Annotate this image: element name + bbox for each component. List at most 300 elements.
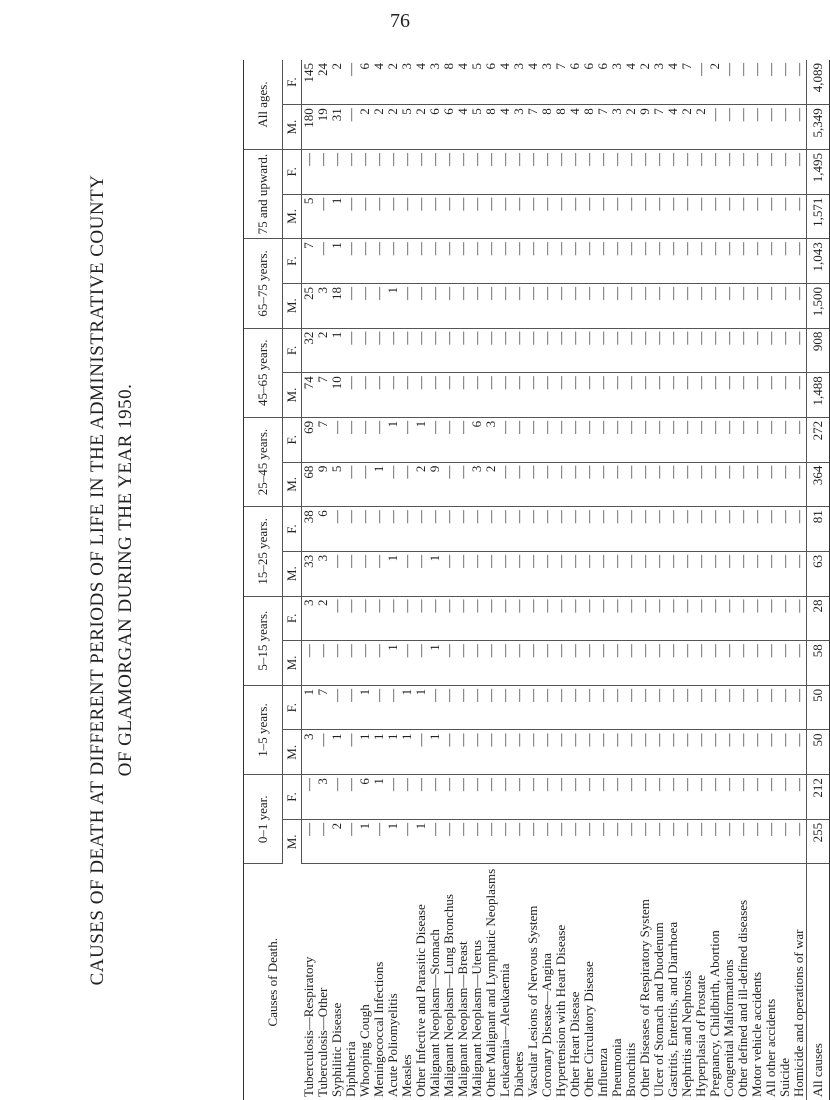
death-count-cell: — [736, 328, 750, 373]
cause-name: Acute Poliomyelitis [385, 993, 400, 1097]
death-count-cell: — [694, 149, 708, 194]
death-count-cell: 3 [316, 283, 330, 328]
table-row [344, 60, 358, 1100]
death-count-cell: — [568, 551, 582, 596]
page-number: 76 [390, 10, 410, 32]
death-count-cell: — [750, 417, 764, 462]
death-count-cell: — [554, 417, 568, 462]
death-count-cell: — [344, 194, 358, 239]
death-count-cell: 1 [372, 730, 386, 775]
death-count-cell: 2 [316, 596, 330, 641]
death-count-cell: — [568, 373, 582, 418]
death-count-cell: — [764, 373, 778, 418]
death-count-cell: — [666, 462, 680, 507]
death-count-cell: — [596, 373, 610, 418]
death-count-cell: — [694, 551, 708, 596]
death-count-cell: — [358, 194, 372, 239]
death-count-cell: — [708, 819, 722, 864]
death-count-cell: — [428, 283, 442, 328]
death-count-cell: — [442, 417, 456, 462]
death-count-cell: — [568, 239, 582, 284]
death-count-cell: 2 [330, 819, 344, 864]
death-count-cell: 2 [386, 60, 400, 105]
death-count-cell: — [778, 641, 792, 686]
death-count-cell: — [778, 462, 792, 507]
death-count-cell: — [554, 239, 568, 284]
death-count-cell: — [736, 105, 750, 150]
death-count-cell: — [582, 685, 596, 730]
death-count-cell: — [428, 149, 442, 194]
death-count-cell: — [456, 507, 470, 552]
death-count-cell: 6 [428, 105, 442, 150]
male-column-header: M. [283, 730, 302, 775]
death-count-cell: — [680, 462, 694, 507]
death-count-cell: — [568, 775, 582, 820]
death-count-cell: 7 [316, 373, 330, 418]
death-count-cell: — [526, 641, 540, 686]
death-count-cell: 6 [568, 60, 582, 105]
death-count-cell: — [638, 462, 652, 507]
table-row [540, 60, 554, 1100]
death-count-cell: — [666, 417, 680, 462]
death-count-cell: 6 [582, 60, 596, 105]
death-count-cell: — [512, 507, 526, 552]
death-count-cell: 4 [624, 60, 638, 105]
death-count-cell: 9 [316, 462, 330, 507]
death-count-cell: — [764, 239, 778, 284]
death-count-cell: — [316, 149, 330, 194]
age-group-header: 45–65 years. [244, 328, 283, 417]
death-count-cell: — [554, 462, 568, 507]
table-row [666, 60, 680, 1100]
death-count-cell: — [596, 149, 610, 194]
death-count-cell: — [722, 328, 736, 373]
death-count-cell: — [386, 507, 400, 552]
death-count-cell: — [540, 462, 554, 507]
death-count-cell: — [708, 105, 722, 150]
death-count-cell: — [484, 194, 498, 239]
death-count-cell: — [540, 507, 554, 552]
death-count-cell: — [344, 149, 358, 194]
death-count-cell: 1 [386, 641, 400, 686]
cause-name: Vascular Lesions of Nervous System [525, 905, 540, 1097]
death-count-cell: — [568, 596, 582, 641]
death-count-cell: — [498, 641, 512, 686]
death-count-cell: — [442, 596, 456, 641]
death-count-cell: — [666, 239, 680, 284]
death-count-cell: — [666, 507, 680, 552]
death-count-cell: — [526, 417, 540, 462]
death-count-cell: — [792, 239, 807, 284]
death-count-cell: 4 [372, 60, 386, 105]
death-count-cell: — [778, 775, 792, 820]
death-count-cell: 3 [428, 60, 442, 105]
death-count-cell: — [680, 283, 694, 328]
death-count-cell: 7 [554, 60, 568, 105]
death-count-cell: 1 [414, 685, 428, 730]
death-count-cell: — [330, 641, 344, 686]
death-count-cell: — [666, 819, 680, 864]
cause-name: Motor vehicle accidents [749, 972, 764, 1097]
death-count-cell: — [778, 328, 792, 373]
table-row [554, 60, 568, 1100]
death-count-cell: — [344, 239, 358, 284]
table-row [498, 60, 512, 1100]
death-count-cell: — [442, 462, 456, 507]
death-count-cell: 364 [807, 462, 830, 507]
table-row [610, 60, 624, 1100]
death-count-cell: — [610, 373, 624, 418]
death-count-cell: — [624, 596, 638, 641]
death-count-cell: — [428, 373, 442, 418]
death-count-cell: 2 [386, 105, 400, 150]
male-column-header: M. [283, 462, 302, 507]
death-count-cell: 3 [512, 60, 526, 105]
death-count-cell: 6 [442, 105, 456, 150]
death-count-cell: — [330, 685, 344, 730]
death-count-cell: — [708, 551, 722, 596]
cause-name: Other Malignant and Lymphatic Neoplasms [483, 868, 498, 1097]
death-count-cell: — [386, 194, 400, 239]
death-count-cell: 24 [316, 60, 330, 105]
death-count-cell: — [316, 730, 330, 775]
death-count-cell: — [540, 775, 554, 820]
death-count-cell: — [722, 283, 736, 328]
death-count-cell: — [512, 596, 526, 641]
death-count-cell: — [736, 775, 750, 820]
death-count-cell: — [680, 685, 694, 730]
death-count-cell: — [792, 462, 807, 507]
death-count-cell: — [596, 819, 610, 864]
death-count-cell: 1 [302, 685, 317, 730]
death-count-cell: — [722, 60, 736, 105]
death-count-cell: — [722, 194, 736, 239]
death-count-cell: — [764, 819, 778, 864]
death-count-cell: 272 [807, 417, 830, 462]
death-count-cell: — [750, 239, 764, 284]
table-row [736, 60, 750, 1100]
death-count-cell: — [484, 685, 498, 730]
death-count-cell: — [624, 775, 638, 820]
death-count-cell: 1 [358, 819, 372, 864]
death-count-cell: 8 [442, 60, 456, 105]
death-count-cell: — [554, 685, 568, 730]
death-count-cell: — [666, 775, 680, 820]
death-count-cell: — [470, 641, 484, 686]
death-count-cell: — [722, 462, 736, 507]
death-count-cell: — [638, 328, 652, 373]
death-count-cell: — [792, 507, 807, 552]
death-count-cell: — [470, 819, 484, 864]
death-count-cell: — [302, 819, 317, 864]
death-count-cell: — [442, 551, 456, 596]
death-count-cell: — [750, 685, 764, 730]
table-row [470, 60, 484, 1100]
death-count-cell: — [652, 239, 666, 284]
table-row [722, 60, 736, 1100]
death-count-cell: — [582, 417, 596, 462]
table-row [316, 60, 330, 1100]
death-count-cell: — [736, 194, 750, 239]
age-group-header: 25–45 years. [244, 417, 283, 506]
death-count-cell: 4 [498, 60, 512, 105]
death-count-cell: — [694, 819, 708, 864]
death-count-cell: — [582, 551, 596, 596]
death-count-cell: 63 [807, 551, 830, 596]
age-group-header: 65–75 years. [244, 239, 283, 328]
death-count-cell: — [456, 775, 470, 820]
table-row [526, 60, 540, 1100]
cause-name: Diphtheria [343, 1041, 358, 1097]
death-count-cell: — [694, 239, 708, 284]
death-count-cell: — [596, 507, 610, 552]
table-row [708, 60, 722, 1100]
death-count-cell: — [708, 685, 722, 730]
death-count-cell: — [652, 641, 666, 686]
death-count-cell: — [596, 596, 610, 641]
death-count-cell: — [652, 149, 666, 194]
death-count-cell: — [428, 239, 442, 284]
death-count-cell: — [540, 641, 554, 686]
death-count-cell: — [470, 596, 484, 641]
death-count-cell: — [750, 507, 764, 552]
death-count-cell: — [722, 239, 736, 284]
death-count-cell: 908 [807, 328, 830, 373]
cause-name: Measles [399, 1054, 414, 1097]
death-count-cell: — [680, 641, 694, 686]
death-count-cell: — [764, 105, 778, 150]
death-count-cell: — [428, 194, 442, 239]
table-row [512, 60, 526, 1100]
death-count-cell: — [484, 283, 498, 328]
death-count-cell: 1 [330, 194, 344, 239]
death-count-cell: — [470, 730, 484, 775]
death-count-cell: — [722, 507, 736, 552]
death-count-cell: 2 [624, 105, 638, 150]
death-count-cell: — [582, 239, 596, 284]
cause-name: Leukaemia—Aleukaemia [497, 963, 512, 1097]
age-group-header: 0–1 year. [244, 775, 283, 864]
death-count-cell: — [484, 641, 498, 686]
death-count-cell: — [344, 328, 358, 373]
death-count-cell: — [414, 283, 428, 328]
death-count-cell: — [568, 819, 582, 864]
cause-name: Diabetes [511, 1051, 526, 1097]
death-count-cell: — [358, 149, 372, 194]
death-count-cell: — [456, 730, 470, 775]
death-count-cell: — [596, 239, 610, 284]
death-count-cell: — [568, 507, 582, 552]
death-count-cell: — [526, 149, 540, 194]
death-count-cell: — [722, 685, 736, 730]
table-row [652, 60, 666, 1100]
death-count-cell: — [680, 507, 694, 552]
death-count-cell: — [414, 239, 428, 284]
death-count-cell: — [442, 819, 456, 864]
death-count-cell: — [372, 373, 386, 418]
cause-name: All other accidents [763, 998, 778, 1097]
death-count-cell: — [372, 819, 386, 864]
death-count-cell: — [386, 462, 400, 507]
cause-name: Other Diseases of Respiratory System [637, 899, 652, 1097]
death-count-cell: — [750, 60, 764, 105]
cause-name: Hyperplasia of Prostate [693, 974, 708, 1097]
death-count-cell: — [414, 641, 428, 686]
death-count-cell: — [708, 194, 722, 239]
death-count-cell: — [610, 641, 624, 686]
death-count-cell: 3 [316, 775, 330, 820]
death-count-cell: 8 [540, 105, 554, 150]
death-count-cell: — [610, 819, 624, 864]
death-count-cell: 1,500 [807, 283, 830, 328]
death-count-cell: — [638, 283, 652, 328]
death-count-cell: 5 [470, 105, 484, 150]
death-count-cell: — [680, 775, 694, 820]
death-count-cell: — [722, 819, 736, 864]
male-column-header: M. [283, 373, 302, 418]
female-column-header: F. [283, 775, 302, 820]
death-count-cell: — [666, 283, 680, 328]
death-count-cell: — [512, 239, 526, 284]
death-count-cell: 8 [484, 105, 498, 150]
death-count-cell: 2 [694, 105, 708, 150]
cause-name: Other Infective and Parasitic Disease [413, 904, 428, 1097]
death-count-cell: — [554, 283, 568, 328]
death-count-cell: — [750, 462, 764, 507]
death-count-cell: 1 [400, 730, 414, 775]
death-count-cell: — [512, 462, 526, 507]
death-count-cell: — [400, 596, 414, 641]
death-count-cell: — [344, 507, 358, 552]
death-count-cell: — [736, 239, 750, 284]
death-count-cell: 1,495 [807, 149, 830, 194]
death-count-cell: — [764, 417, 778, 462]
death-count-cell: — [554, 819, 568, 864]
death-count-cell: — [484, 596, 498, 641]
death-count-cell: — [778, 596, 792, 641]
death-count-cell: 1 [386, 730, 400, 775]
death-count-cell: — [344, 641, 358, 686]
death-count-cell: 7 [526, 105, 540, 150]
death-count-cell: 2 [414, 105, 428, 150]
death-count-cell: — [512, 328, 526, 373]
death-count-cell: — [750, 105, 764, 150]
title-line-2: OF GLAMORGAN DURING THE YEAR 1950. [115, 383, 136, 777]
death-count-cell: — [316, 641, 330, 686]
death-count-cell: — [792, 105, 807, 150]
death-count-cell: — [540, 685, 554, 730]
death-count-cell: — [624, 149, 638, 194]
death-count-cell: — [470, 507, 484, 552]
death-count-cell: — [554, 775, 568, 820]
death-count-cell: 4 [456, 60, 470, 105]
death-count-cell: — [792, 283, 807, 328]
death-count-cell: 3 [302, 596, 317, 641]
death-count-cell: — [456, 641, 470, 686]
death-count-cell: — [456, 328, 470, 373]
death-count-cell: — [456, 283, 470, 328]
death-count-cell: — [498, 685, 512, 730]
death-count-cell: — [484, 149, 498, 194]
cause-name: Gastritis, Enteritis, and Diarrhoea [665, 921, 680, 1097]
death-count-cell: — [764, 775, 778, 820]
death-count-cell: — [442, 507, 456, 552]
death-count-cell: — [610, 149, 624, 194]
death-count-cell: — [792, 551, 807, 596]
death-count-cell: — [596, 730, 610, 775]
death-count-cell: — [764, 60, 778, 105]
death-count-cell: — [498, 239, 512, 284]
death-count-cell: — [400, 417, 414, 462]
death-count-cell: 2 [484, 462, 498, 507]
death-count-cell: — [540, 373, 554, 418]
death-count-cell: — [708, 596, 722, 641]
table-row [750, 60, 764, 1100]
death-count-cell: — [302, 149, 317, 194]
death-count-cell: — [540, 596, 554, 641]
death-count-cell: — [680, 239, 694, 284]
death-count-cell: — [512, 551, 526, 596]
death-count-cell: — [652, 373, 666, 418]
death-count-cell: 180 [302, 105, 317, 150]
death-count-cell: — [610, 462, 624, 507]
death-count-cell: — [610, 551, 624, 596]
death-count-cell: — [792, 194, 807, 239]
cause-name: Syphilitic Disease [329, 1002, 344, 1097]
death-count-cell: — [372, 507, 386, 552]
death-count-cell: — [736, 60, 750, 105]
death-count-cell: — [484, 239, 498, 284]
death-count-cell: — [512, 641, 526, 686]
table-row [442, 60, 456, 1100]
death-count-cell: — [554, 373, 568, 418]
death-count-cell: — [456, 551, 470, 596]
death-count-cell: — [582, 775, 596, 820]
death-count-cell: — [316, 194, 330, 239]
cause-name: Influenza [595, 1047, 610, 1097]
death-count-cell: — [498, 462, 512, 507]
death-count-cell: 33 [302, 551, 317, 596]
death-count-cell: 6 [358, 775, 372, 820]
death-count-cell: — [624, 685, 638, 730]
death-count-cell: — [708, 641, 722, 686]
cause-name: Malignant Neoplasm—Stomach [427, 929, 442, 1097]
death-count-cell: — [358, 641, 372, 686]
death-count-cell: 1,043 [807, 239, 830, 284]
death-count-cell: — [694, 417, 708, 462]
death-count-cell: — [456, 417, 470, 462]
death-count-cell: — [792, 149, 807, 194]
death-count-cell: — [484, 730, 498, 775]
death-count-cell: — [386, 239, 400, 284]
death-count-cell: — [428, 596, 442, 641]
death-count-cell: 2 [372, 105, 386, 150]
cause-name: Meningococcal Infections [371, 961, 386, 1097]
death-count-cell: 10 [330, 373, 344, 418]
death-count-cell: 5 [470, 60, 484, 105]
cause-name: All causes [807, 864, 830, 1100]
death-count-cell: — [540, 730, 554, 775]
death-count-cell: 50 [807, 685, 830, 730]
table-row [372, 60, 386, 1100]
death-count-cell: — [694, 328, 708, 373]
death-count-cell: — [764, 685, 778, 730]
death-count-cell: — [470, 328, 484, 373]
death-count-cell: — [666, 685, 680, 730]
cause-name: Other defined and ill-defined diseases [735, 899, 750, 1097]
death-count-cell: — [540, 283, 554, 328]
death-count-cell: — [484, 507, 498, 552]
